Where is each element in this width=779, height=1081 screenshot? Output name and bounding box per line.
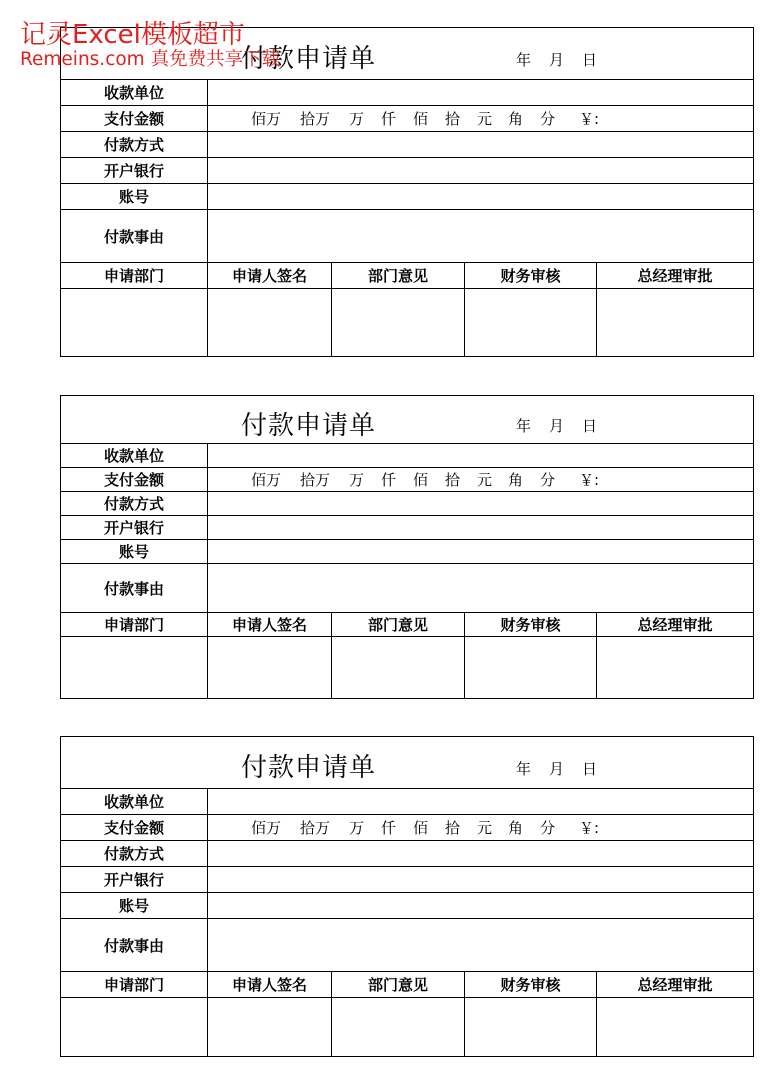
signature-header-row bbox=[61, 613, 753, 637]
day-label: 日 bbox=[582, 51, 598, 69]
unit-yuan: 元 bbox=[477, 110, 493, 128]
sig-cell-applicant[interactable] bbox=[208, 289, 332, 356]
form-header bbox=[61, 737, 753, 789]
sig-header-dept: 申请部门 bbox=[61, 972, 208, 997]
unit-jiao: 角 bbox=[508, 819, 524, 837]
date-field bbox=[516, 415, 615, 436]
bank-field[interactable] bbox=[208, 867, 753, 892]
month-label: 月 bbox=[549, 760, 565, 778]
unit-qian: 仟 bbox=[381, 819, 397, 837]
account-label: 账号 bbox=[61, 184, 208, 209]
reason-field[interactable] bbox=[208, 919, 753, 971]
year-label: 年 bbox=[516, 51, 532, 69]
unit-jiao: 角 bbox=[508, 471, 524, 489]
watermark-logo bbox=[20, 22, 280, 70]
method-row bbox=[61, 132, 753, 158]
signature-body-row bbox=[61, 637, 753, 698]
sig-cell-dept-opinion[interactable] bbox=[332, 289, 465, 356]
payee-row bbox=[61, 80, 753, 106]
unit-wan: 万 bbox=[349, 110, 365, 128]
unit-shi-wan: 拾万 bbox=[300, 471, 331, 489]
sig-cell-finance[interactable] bbox=[465, 637, 597, 698]
unit-bai: 佰 bbox=[413, 819, 429, 837]
signature-header-row bbox=[61, 263, 753, 289]
account-label: 账号 bbox=[61, 540, 208, 563]
unit-shi: 拾 bbox=[445, 471, 461, 489]
payee-field[interactable] bbox=[208, 789, 753, 814]
sig-cell-dept[interactable] bbox=[61, 637, 208, 698]
signature-body-row bbox=[61, 289, 753, 356]
amount-row bbox=[61, 815, 753, 841]
amount-field[interactable] bbox=[208, 468, 753, 491]
sig-header-dept-opinion: 部门意见 bbox=[332, 972, 465, 997]
unit-shi-wan: 拾万 bbox=[300, 819, 331, 837]
unit-jiao: 角 bbox=[508, 110, 524, 128]
amount-label: 支付金额 bbox=[61, 468, 208, 491]
unit-yuan: 元 bbox=[477, 471, 493, 489]
bank-field[interactable] bbox=[208, 516, 753, 539]
month-label: 月 bbox=[549, 417, 565, 435]
day-label: 日 bbox=[582, 417, 598, 435]
sig-header-applicant: 申请人签名 bbox=[208, 613, 332, 636]
amount-units bbox=[208, 469, 599, 490]
account-label: 账号 bbox=[61, 893, 208, 918]
sig-cell-dept[interactable] bbox=[61, 289, 208, 356]
currency-symbol: ￥: bbox=[579, 819, 600, 837]
sig-cell-dept[interactable] bbox=[61, 998, 208, 1056]
method-row bbox=[61, 841, 753, 867]
amount-field[interactable] bbox=[208, 815, 753, 840]
sig-cell-gm[interactable] bbox=[597, 289, 753, 356]
bank-row bbox=[61, 516, 753, 540]
sig-cell-applicant[interactable] bbox=[208, 637, 332, 698]
sig-header-dept: 申请部门 bbox=[61, 613, 208, 636]
method-label: 付款方式 bbox=[61, 132, 208, 157]
payee-field[interactable] bbox=[208, 80, 753, 105]
sig-header-gm: 总经理审批 bbox=[637, 267, 713, 285]
reason-field[interactable] bbox=[208, 210, 753, 262]
unit-bai: 佰 bbox=[413, 110, 429, 128]
amount-field[interactable] bbox=[208, 106, 753, 131]
method-field[interactable] bbox=[208, 492, 753, 515]
unit-fen: 分 bbox=[540, 471, 556, 489]
amount-row bbox=[61, 468, 753, 492]
reason-label: 付款事由 bbox=[61, 210, 208, 262]
account-field[interactable] bbox=[208, 540, 753, 563]
sig-cell-finance[interactable] bbox=[465, 998, 597, 1056]
method-label: 付款方式 bbox=[61, 841, 208, 866]
sig-header-applicant: 申请人签名 bbox=[208, 263, 332, 288]
sig-cell-finance[interactable] bbox=[465, 289, 597, 356]
account-row bbox=[61, 184, 753, 210]
payee-label: 收款单位 bbox=[61, 444, 208, 467]
unit-shi: 拾 bbox=[445, 819, 461, 837]
form-title: 付款申请单 bbox=[241, 44, 377, 74]
date-field bbox=[516, 49, 615, 70]
method-field[interactable] bbox=[208, 132, 753, 157]
year-label: 年 bbox=[516, 760, 532, 778]
sig-cell-gm[interactable] bbox=[597, 998, 753, 1056]
sig-header-finance: 财务审核 bbox=[465, 972, 597, 997]
sig-header-gm: 总经理审批 bbox=[637, 976, 713, 994]
bank-field[interactable] bbox=[208, 158, 753, 183]
reason-row bbox=[61, 919, 753, 972]
amount-label: 支付金额 bbox=[61, 106, 208, 131]
sig-header-dept-opinion: 部门意见 bbox=[332, 613, 465, 636]
amount-units bbox=[208, 817, 599, 838]
year-label: 年 bbox=[516, 417, 532, 435]
payment-form-2 bbox=[60, 395, 754, 699]
reason-label: 付款事由 bbox=[61, 564, 208, 612]
unit-yuan: 元 bbox=[477, 819, 493, 837]
sig-header-dept: 申请部门 bbox=[61, 263, 208, 288]
sig-cell-gm[interactable] bbox=[597, 637, 753, 698]
unit-wan: 万 bbox=[349, 819, 365, 837]
account-row bbox=[61, 540, 753, 564]
currency-symbol: ￥: bbox=[579, 110, 600, 128]
account-field[interactable] bbox=[208, 893, 753, 918]
sig-header-finance: 财务审核 bbox=[465, 263, 597, 288]
watermark-subtitle: Remeins.com 真免费共享下载 bbox=[20, 49, 281, 70]
unit-bai-wan: 佰万 bbox=[251, 819, 282, 837]
unit-qian: 仟 bbox=[381, 471, 397, 489]
bank-label: 开户银行 bbox=[61, 867, 208, 892]
signature-body-row bbox=[61, 998, 753, 1056]
payment-form-3 bbox=[60, 736, 754, 1057]
form-title: 付款申请单 bbox=[241, 753, 377, 783]
unit-shi: 拾 bbox=[445, 110, 461, 128]
sig-header-applicant: 申请人签名 bbox=[208, 972, 332, 997]
watermark-title: 记灵Excel模板超市 bbox=[20, 20, 245, 50]
bank-row bbox=[61, 867, 753, 893]
bank-label: 开户银行 bbox=[61, 516, 208, 539]
sig-cell-dept-opinion[interactable] bbox=[332, 998, 465, 1056]
sig-cell-dept-opinion[interactable] bbox=[332, 637, 465, 698]
sig-cell-applicant[interactable] bbox=[208, 998, 332, 1056]
amount-label: 支付金额 bbox=[61, 815, 208, 840]
payee-field[interactable] bbox=[208, 444, 753, 467]
unit-bai-wan: 佰万 bbox=[251, 471, 282, 489]
account-row bbox=[61, 893, 753, 919]
payee-row bbox=[61, 444, 753, 468]
method-field[interactable] bbox=[208, 841, 753, 866]
method-row bbox=[61, 492, 753, 516]
date-field bbox=[516, 758, 615, 779]
unit-fen: 分 bbox=[540, 110, 556, 128]
amount-row bbox=[61, 106, 753, 132]
payee-label: 收款单位 bbox=[61, 789, 208, 814]
form-header bbox=[61, 396, 753, 444]
method-label: 付款方式 bbox=[61, 492, 208, 515]
sig-header-gm: 总经理审批 bbox=[637, 616, 713, 634]
unit-bai-wan: 佰万 bbox=[251, 110, 282, 128]
reason-field[interactable] bbox=[208, 564, 753, 612]
payee-label: 收款单位 bbox=[61, 80, 208, 105]
currency-symbol: ￥: bbox=[579, 471, 600, 489]
form-title: 付款申请单 bbox=[241, 411, 377, 441]
amount-units bbox=[208, 108, 599, 129]
day-label: 日 bbox=[582, 760, 598, 778]
sig-header-finance: 财务审核 bbox=[465, 613, 597, 636]
unit-shi-wan: 拾万 bbox=[300, 110, 331, 128]
payee-row bbox=[61, 789, 753, 815]
unit-bai: 佰 bbox=[413, 471, 429, 489]
reason-label: 付款事由 bbox=[61, 919, 208, 971]
month-label: 月 bbox=[549, 51, 565, 69]
account-field[interactable] bbox=[208, 184, 753, 209]
reason-row bbox=[61, 564, 753, 613]
unit-fen: 分 bbox=[540, 819, 556, 837]
sig-header-dept-opinion: 部门意见 bbox=[332, 263, 465, 288]
bank-row bbox=[61, 158, 753, 184]
signature-header-row bbox=[61, 972, 753, 998]
payment-form-1 bbox=[60, 27, 754, 357]
reason-row bbox=[61, 210, 753, 263]
unit-qian: 仟 bbox=[381, 110, 397, 128]
bank-label: 开户银行 bbox=[61, 158, 208, 183]
unit-wan: 万 bbox=[349, 471, 365, 489]
